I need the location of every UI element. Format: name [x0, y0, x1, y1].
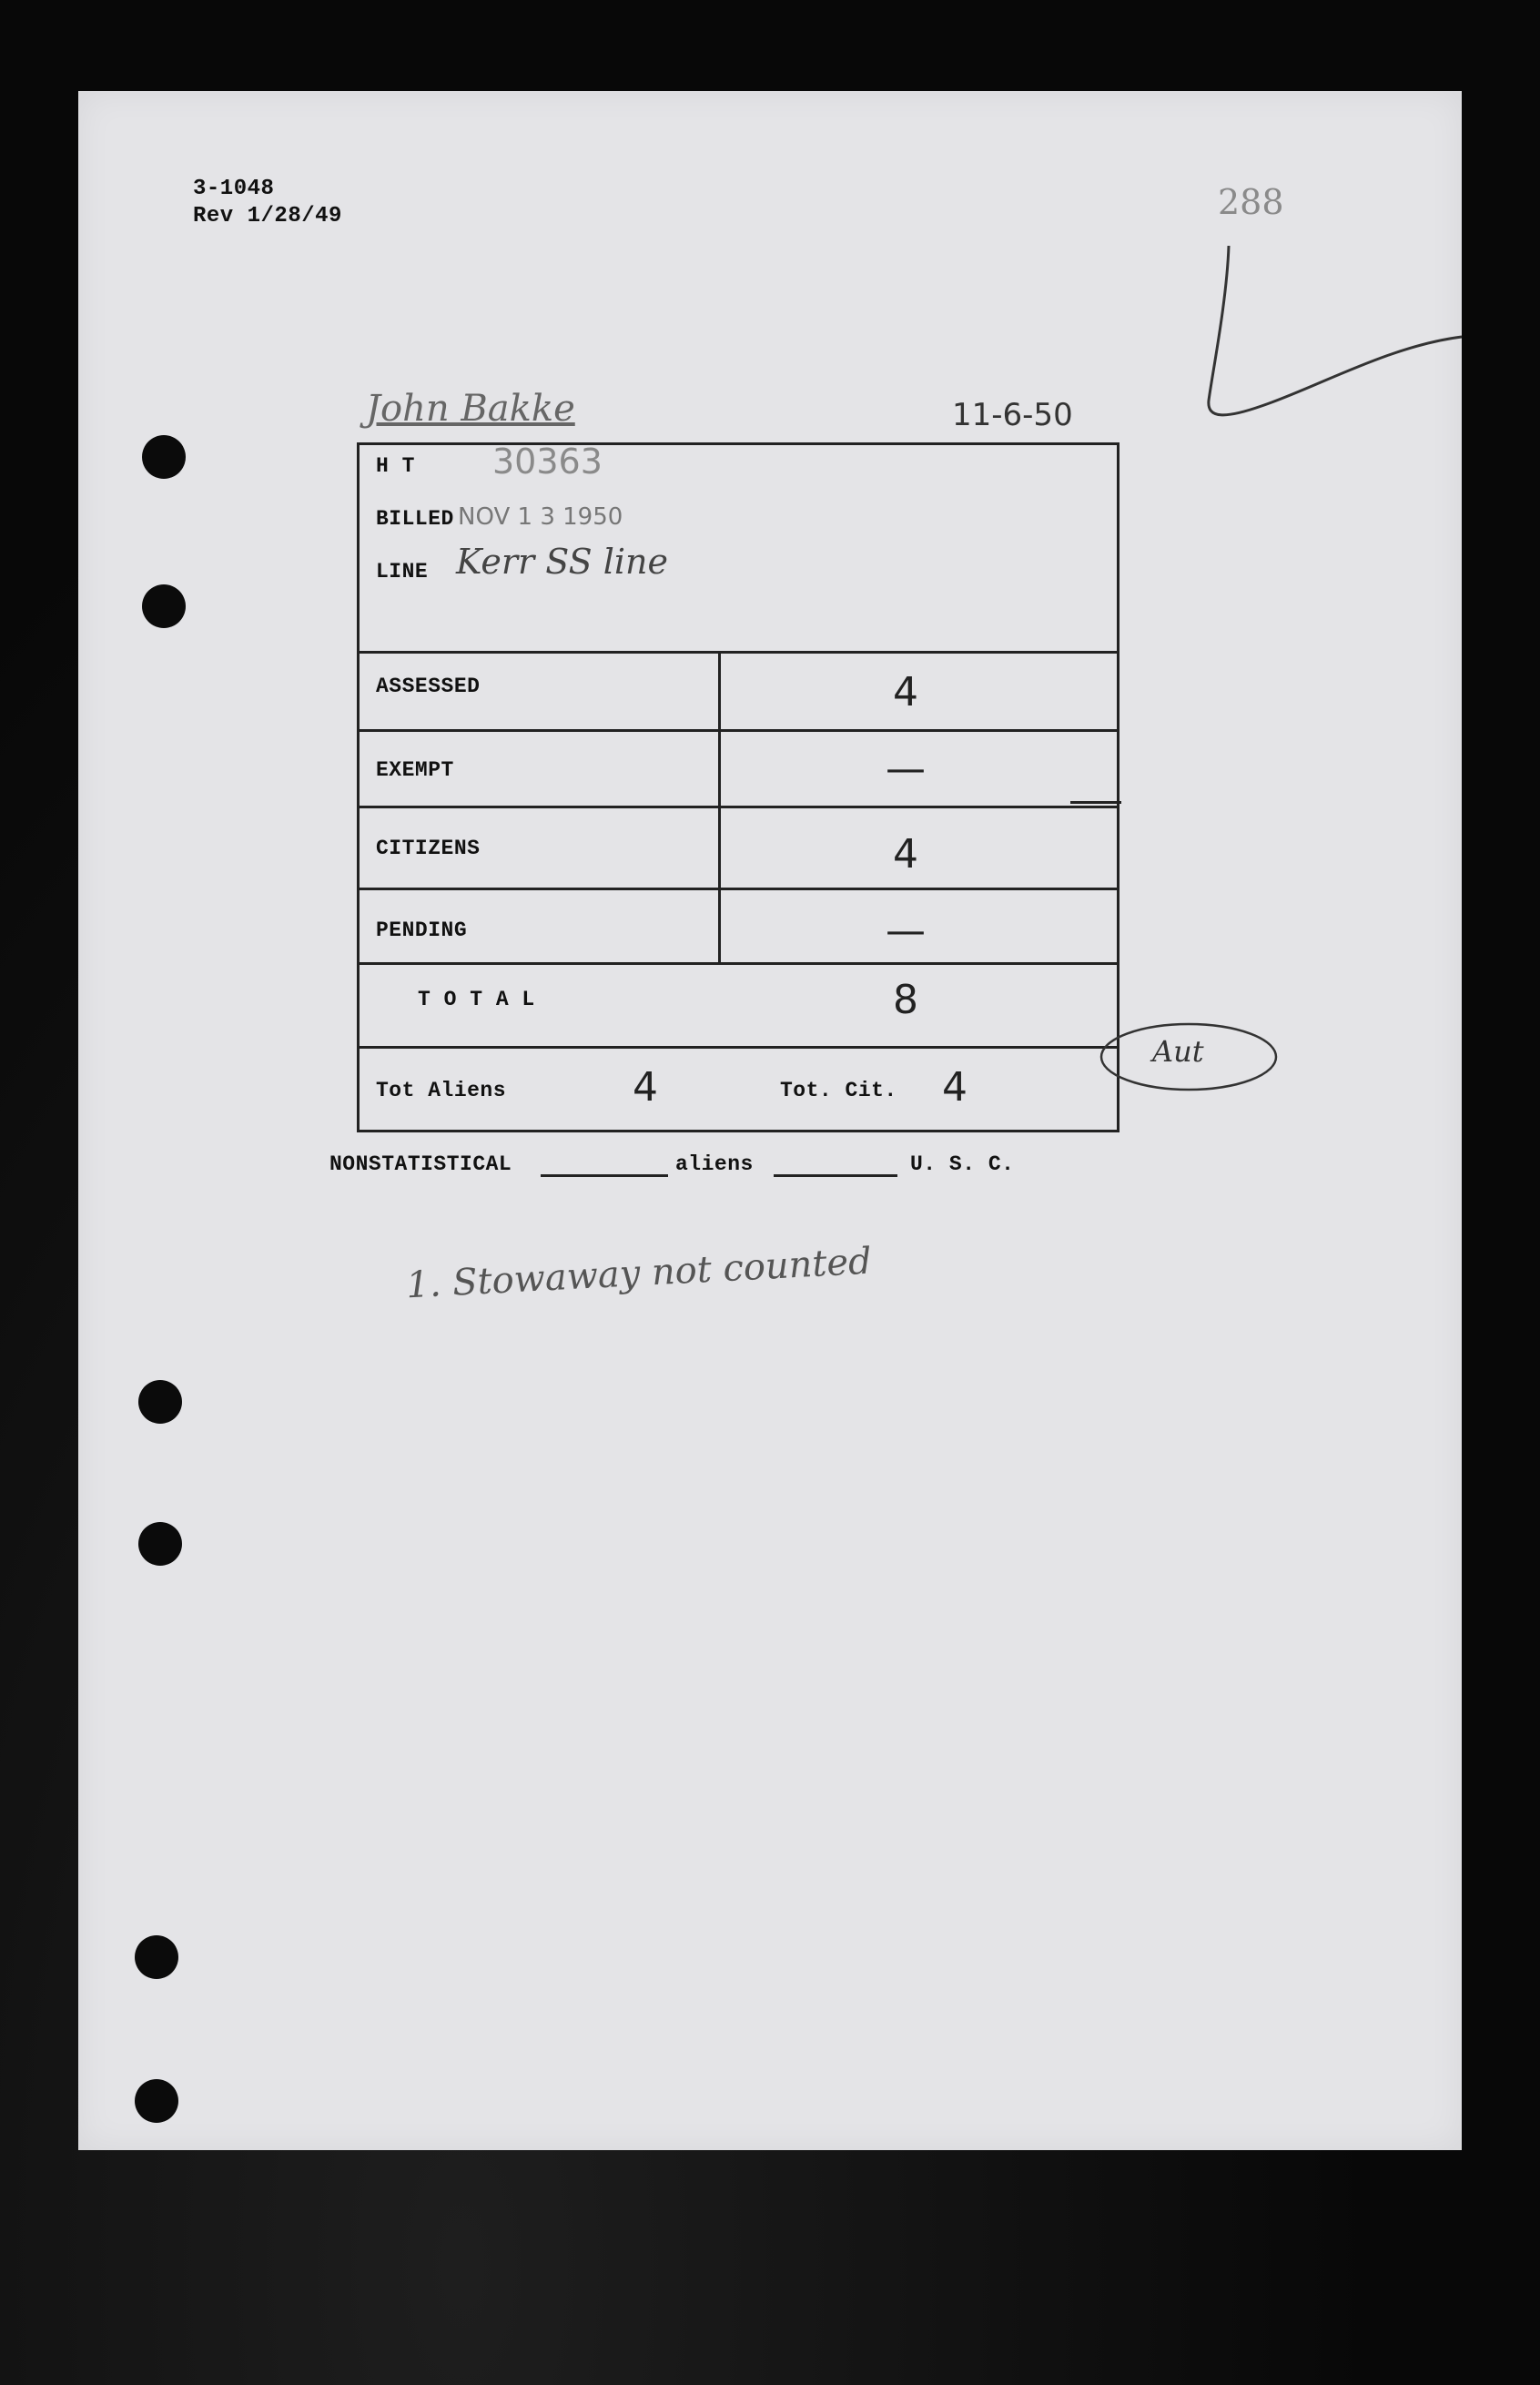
- punch-hole: [138, 1380, 182, 1424]
- document-page: [78, 91, 1462, 2150]
- punch-hole: [135, 2079, 178, 2123]
- tot-cit-label: Tot. Cit.: [780, 1079, 897, 1102]
- total-label: T O T A L: [418, 988, 535, 1011]
- date: 11-6-50: [952, 397, 1073, 433]
- total-value: 8: [893, 977, 918, 1023]
- usc-label: U. S. C.: [910, 1152, 1015, 1176]
- handwritten-note: 1. Stowaway not counted: [405, 1240, 873, 1307]
- exempt-value: —: [886, 746, 926, 792]
- punch-hole: [142, 435, 186, 479]
- line-value: Kerr SS line: [456, 542, 669, 582]
- assessed-label: ASSESSED: [376, 675, 481, 698]
- punch-hole: [138, 1522, 182, 1566]
- divider: [1070, 801, 1121, 804]
- tot-aliens-value: 4: [633, 1064, 658, 1111]
- handwritten-name: John Bakke: [366, 388, 575, 430]
- nonstatistical-label: NONSTATISTICAL: [329, 1152, 512, 1176]
- tot-aliens-label: Tot Aliens: [376, 1079, 507, 1102]
- divider: [360, 962, 1117, 965]
- divider: [360, 1046, 1117, 1049]
- page-number: 288: [1218, 182, 1284, 222]
- ht-value: 30363: [492, 441, 603, 482]
- billed-stamp: NOV 1 3 1950: [458, 503, 623, 531]
- punch-hole: [142, 584, 186, 628]
- assessed-value: 4: [893, 669, 918, 716]
- ht-label: H T: [376, 454, 415, 478]
- divider: [360, 806, 1117, 808]
- pending-label: PENDING: [376, 918, 468, 942]
- column-divider: [718, 651, 721, 964]
- divider: [360, 888, 1117, 890]
- form-table: [357, 442, 1120, 1132]
- pending-value: —: [886, 908, 926, 954]
- citizens-value: 4: [893, 831, 918, 878]
- citizens-label: CITIZENS: [376, 837, 481, 860]
- line-label: LINE: [376, 560, 429, 584]
- form-revision: Rev 1/28/49: [193, 204, 342, 228]
- tot-cit-value: 4: [942, 1064, 968, 1111]
- aliens-label: aliens: [675, 1152, 754, 1176]
- nonstatistical-blank: [541, 1174, 668, 1177]
- check-mark-icon: [1207, 237, 1471, 510]
- form-number: 3-1048: [193, 177, 275, 201]
- billed-label: BILLED: [376, 507, 454, 531]
- aliens-blank: [774, 1174, 897, 1177]
- divider: [360, 651, 1117, 654]
- circled-note: Aut: [1152, 1034, 1204, 1069]
- exempt-label: EXEMPT: [376, 758, 454, 782]
- divider: [360, 729, 1117, 732]
- punch-hole: [135, 1935, 178, 1979]
